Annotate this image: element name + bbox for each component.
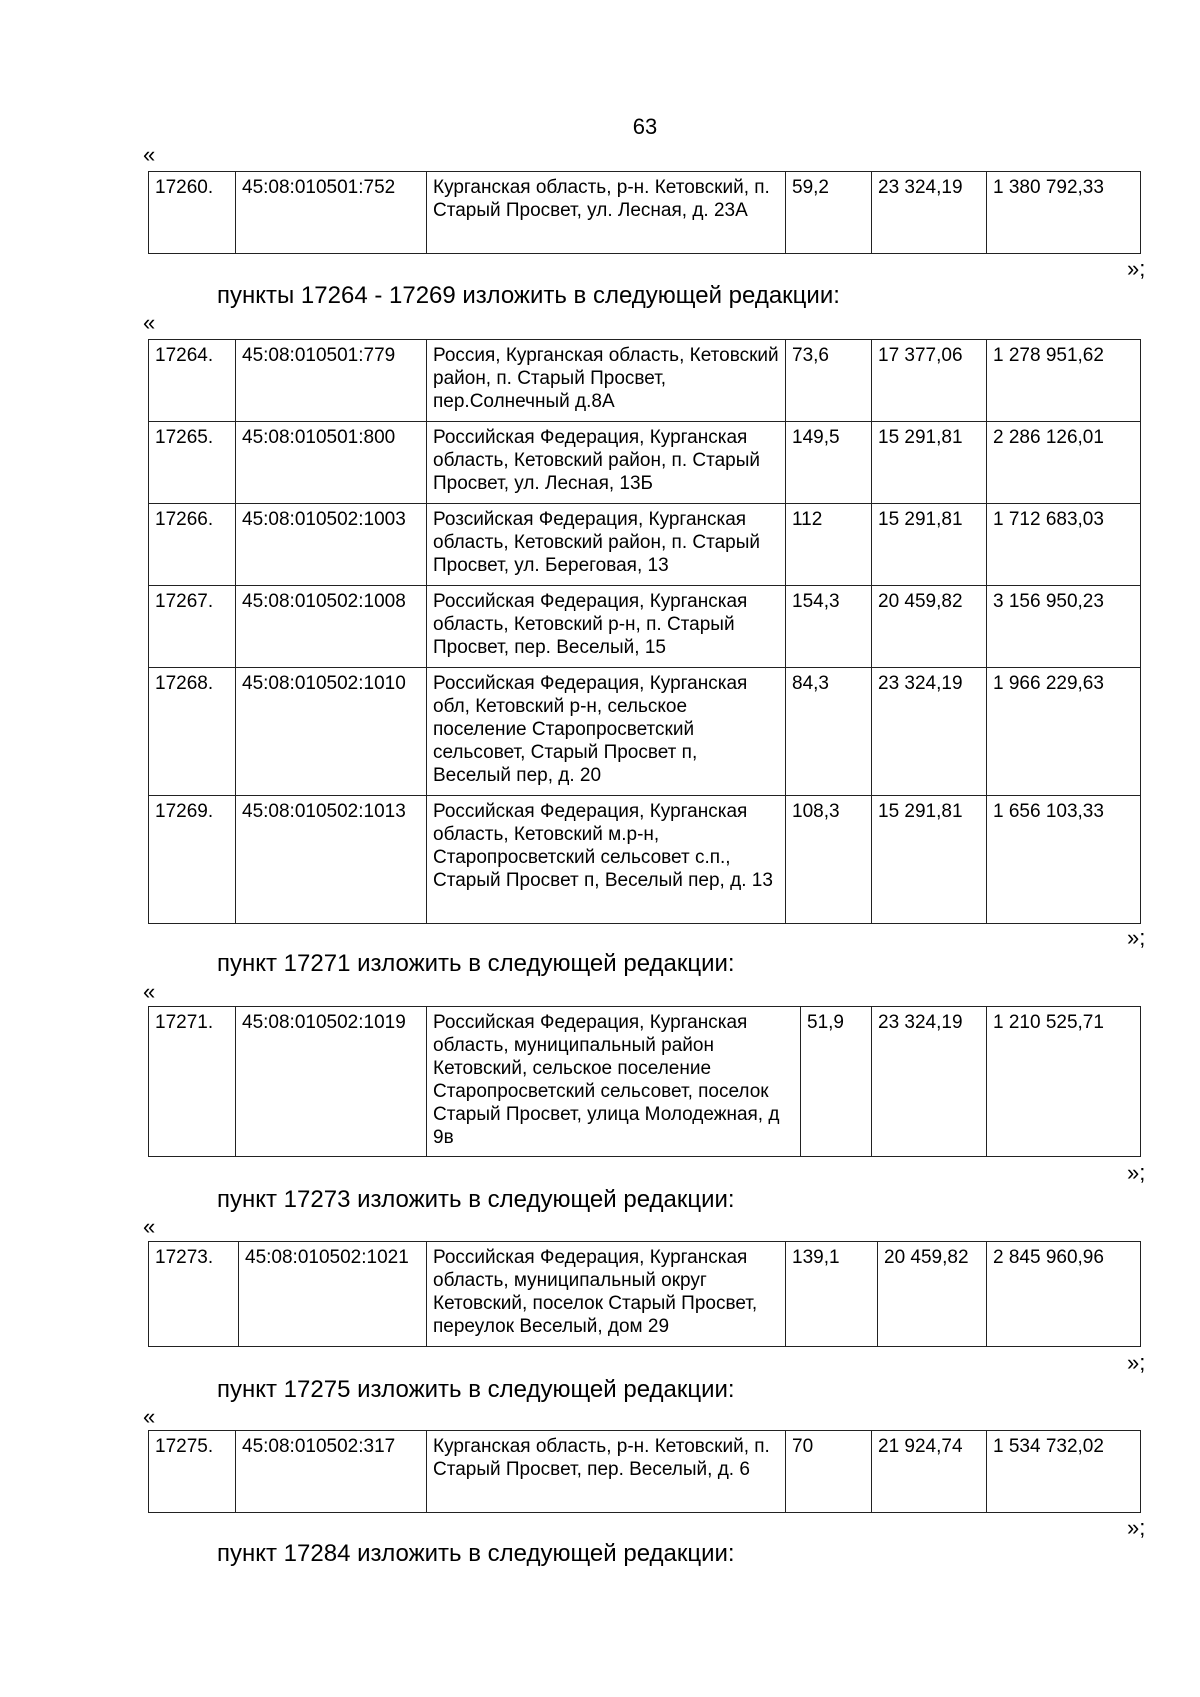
cadastral-value: 1 210 525,71 — [987, 1007, 1141, 1157]
unit-value: 20 459,82 — [878, 1242, 987, 1347]
item-number: 17267. — [149, 586, 236, 668]
table-row — [149, 422, 1141, 504]
page-number: 63 — [632, 114, 658, 139]
unit-value: 20 459,82 — [872, 586, 987, 668]
item-number: 17275. — [149, 1431, 236, 1513]
section-intro: пункт 17275 изложить в следующей редакции: — [217, 1376, 735, 1403]
table-row — [149, 1431, 1141, 1513]
cadastral-number: 45:08:010502:1013 — [236, 796, 427, 924]
cadastral-value: 1 712 683,03 — [987, 504, 1141, 586]
table-row — [149, 1242, 1141, 1347]
cadastral-number: 45:08:010501:752 — [236, 172, 427, 254]
unit-value: 15 291,81 — [872, 504, 987, 586]
cadastral-value: 1 278 951,62 — [987, 340, 1141, 422]
area: 112 — [786, 504, 872, 586]
table-row — [149, 668, 1141, 796]
area: 84,3 — [786, 668, 872, 796]
address: Российская Федерация, Курганская область, Кетовский район, п. Старый Просвет, ул. Лесная, 13Б — [427, 422, 786, 504]
section-intro: пункты 17264 - 17269 изложить в следующей редакции: — [217, 282, 840, 309]
property-table — [148, 1241, 1141, 1347]
item-number: 17264. — [149, 340, 236, 422]
table-row — [149, 796, 1141, 924]
opening-quote: « — [143, 142, 156, 167]
unit-value: 17 377,06 — [872, 340, 987, 422]
cadastral-number: 45:08:010502:1010 — [236, 668, 427, 796]
property-table — [148, 1006, 1141, 1157]
property-table — [148, 171, 1141, 254]
address: Российская Федерация, Курганская обл, Кетовский р-н, сельское поселение Старопросветский сельсовет, Старый Просвет п, Веселый пер, д. 20 — [427, 668, 786, 796]
unit-value: 21 924,74 — [872, 1431, 987, 1513]
address: Розсийская Федерация, Курганская область, Кетовский район, п. Старый Просвет, ул. Береговая, 13 — [427, 504, 786, 586]
item-number: 17268. — [149, 668, 236, 796]
unit-value: 23 324,19 — [872, 668, 987, 796]
cadastral-value: 1 380 792,33 — [987, 172, 1141, 254]
area: 73,6 — [786, 340, 872, 422]
unit-value: 23 324,19 — [872, 172, 987, 254]
item-number: 17271. — [149, 1007, 236, 1157]
area: 51,9 — [801, 1007, 872, 1157]
closing-quote: »; — [1127, 1515, 1146, 1540]
area: 108,3 — [786, 796, 872, 924]
opening-quote: « — [143, 1404, 156, 1429]
table-row — [149, 1007, 1141, 1157]
area: 149,5 — [786, 422, 872, 504]
cadastral-number: 45:08:010501:800 — [236, 422, 427, 504]
item-number: 17260. — [149, 172, 236, 254]
section-intro: пункт 17273 изложить в следующей редакции: — [217, 1186, 735, 1213]
address: Российская Федерация, Курганская область, муниципальный округ Кетовский, поселок Старый Просвет, переулок Веселый, дом 29 — [427, 1242, 786, 1347]
cadastral-value: 1 966 229,63 — [987, 668, 1141, 796]
item-number: 17269. — [149, 796, 236, 924]
property-table — [148, 339, 1141, 924]
section-intro: пункт 17271 изложить в следующей редакции: — [217, 950, 735, 977]
cadastral-value: 3 156 950,23 — [987, 586, 1141, 668]
item-number: 17265. — [149, 422, 236, 504]
table-row — [149, 340, 1141, 422]
opening-quote: « — [143, 979, 156, 1004]
cadastral-value: 1 534 732,02 — [987, 1431, 1141, 1513]
opening-quote: « — [143, 310, 156, 335]
address: Российская Федерация, Курганская область, Кетовский м.р-н, Старопросветский сельсовет с.п., Старый Просвет п, Веселый пер, д. 13 — [427, 796, 786, 924]
area: 154,3 — [786, 586, 872, 668]
unit-value: 23 324,19 — [872, 1007, 987, 1157]
address: Россия, Курганская область, Кетовский район, п. Старый Просвет, пер.Солнечный д.8А — [427, 340, 786, 422]
property-table — [148, 1430, 1141, 1513]
area: 70 — [786, 1431, 872, 1513]
unit-value: 15 291,81 — [872, 796, 987, 924]
cadastral-number: 45:08:010501:779 — [236, 340, 427, 422]
closing-quote: »; — [1127, 256, 1146, 281]
address: Российская Федерация, Курганская область, муниципальный район Кетовский, сельское поселение Старопросветский сельсовет, поселок Старый Просвет, улица Молодежная, д 9в — [427, 1007, 801, 1157]
item-number: 17266. — [149, 504, 236, 586]
cadastral-number: 45:08:010502:317 — [236, 1431, 427, 1513]
closing-quote: »; — [1127, 1350, 1146, 1375]
area: 139,1 — [786, 1242, 878, 1347]
table-row — [149, 504, 1141, 586]
cadastral-number: 45:08:010502:1021 — [239, 1242, 427, 1347]
closing-quote: »; — [1127, 925, 1146, 950]
cadastral-value: 2 845 960,96 — [987, 1242, 1141, 1347]
table-row — [149, 586, 1141, 668]
address: Российская Федерация, Курганская область, Кетовский р-н, п. Старый Просвет, пер. Веселый, 15 — [427, 586, 786, 668]
section-intro: пункт 17284 изложить в следующей редакции: — [217, 1540, 735, 1567]
cadastral-number: 45:08:010502:1003 — [236, 504, 427, 586]
opening-quote: « — [143, 1214, 156, 1239]
cadastral-value: 2 286 126,01 — [987, 422, 1141, 504]
cadastral-number: 45:08:010502:1019 — [236, 1007, 427, 1157]
area: 59,2 — [786, 172, 872, 254]
closing-quote: »; — [1127, 1160, 1146, 1185]
unit-value: 15 291,81 — [872, 422, 987, 504]
address: Курганская область, р-н. Кетовский, п. Старый Просвет, ул. Лесная, д. 23А — [427, 172, 786, 254]
cadastral-number: 45:08:010502:1008 — [236, 586, 427, 668]
item-number: 17273. — [149, 1242, 239, 1347]
address: Курганская область, р-н. Кетовский, п. Старый Просвет, пер. Веселый, д. 6 — [427, 1431, 786, 1513]
cadastral-value: 1 656 103,33 — [987, 796, 1141, 924]
table-row — [149, 172, 1141, 254]
